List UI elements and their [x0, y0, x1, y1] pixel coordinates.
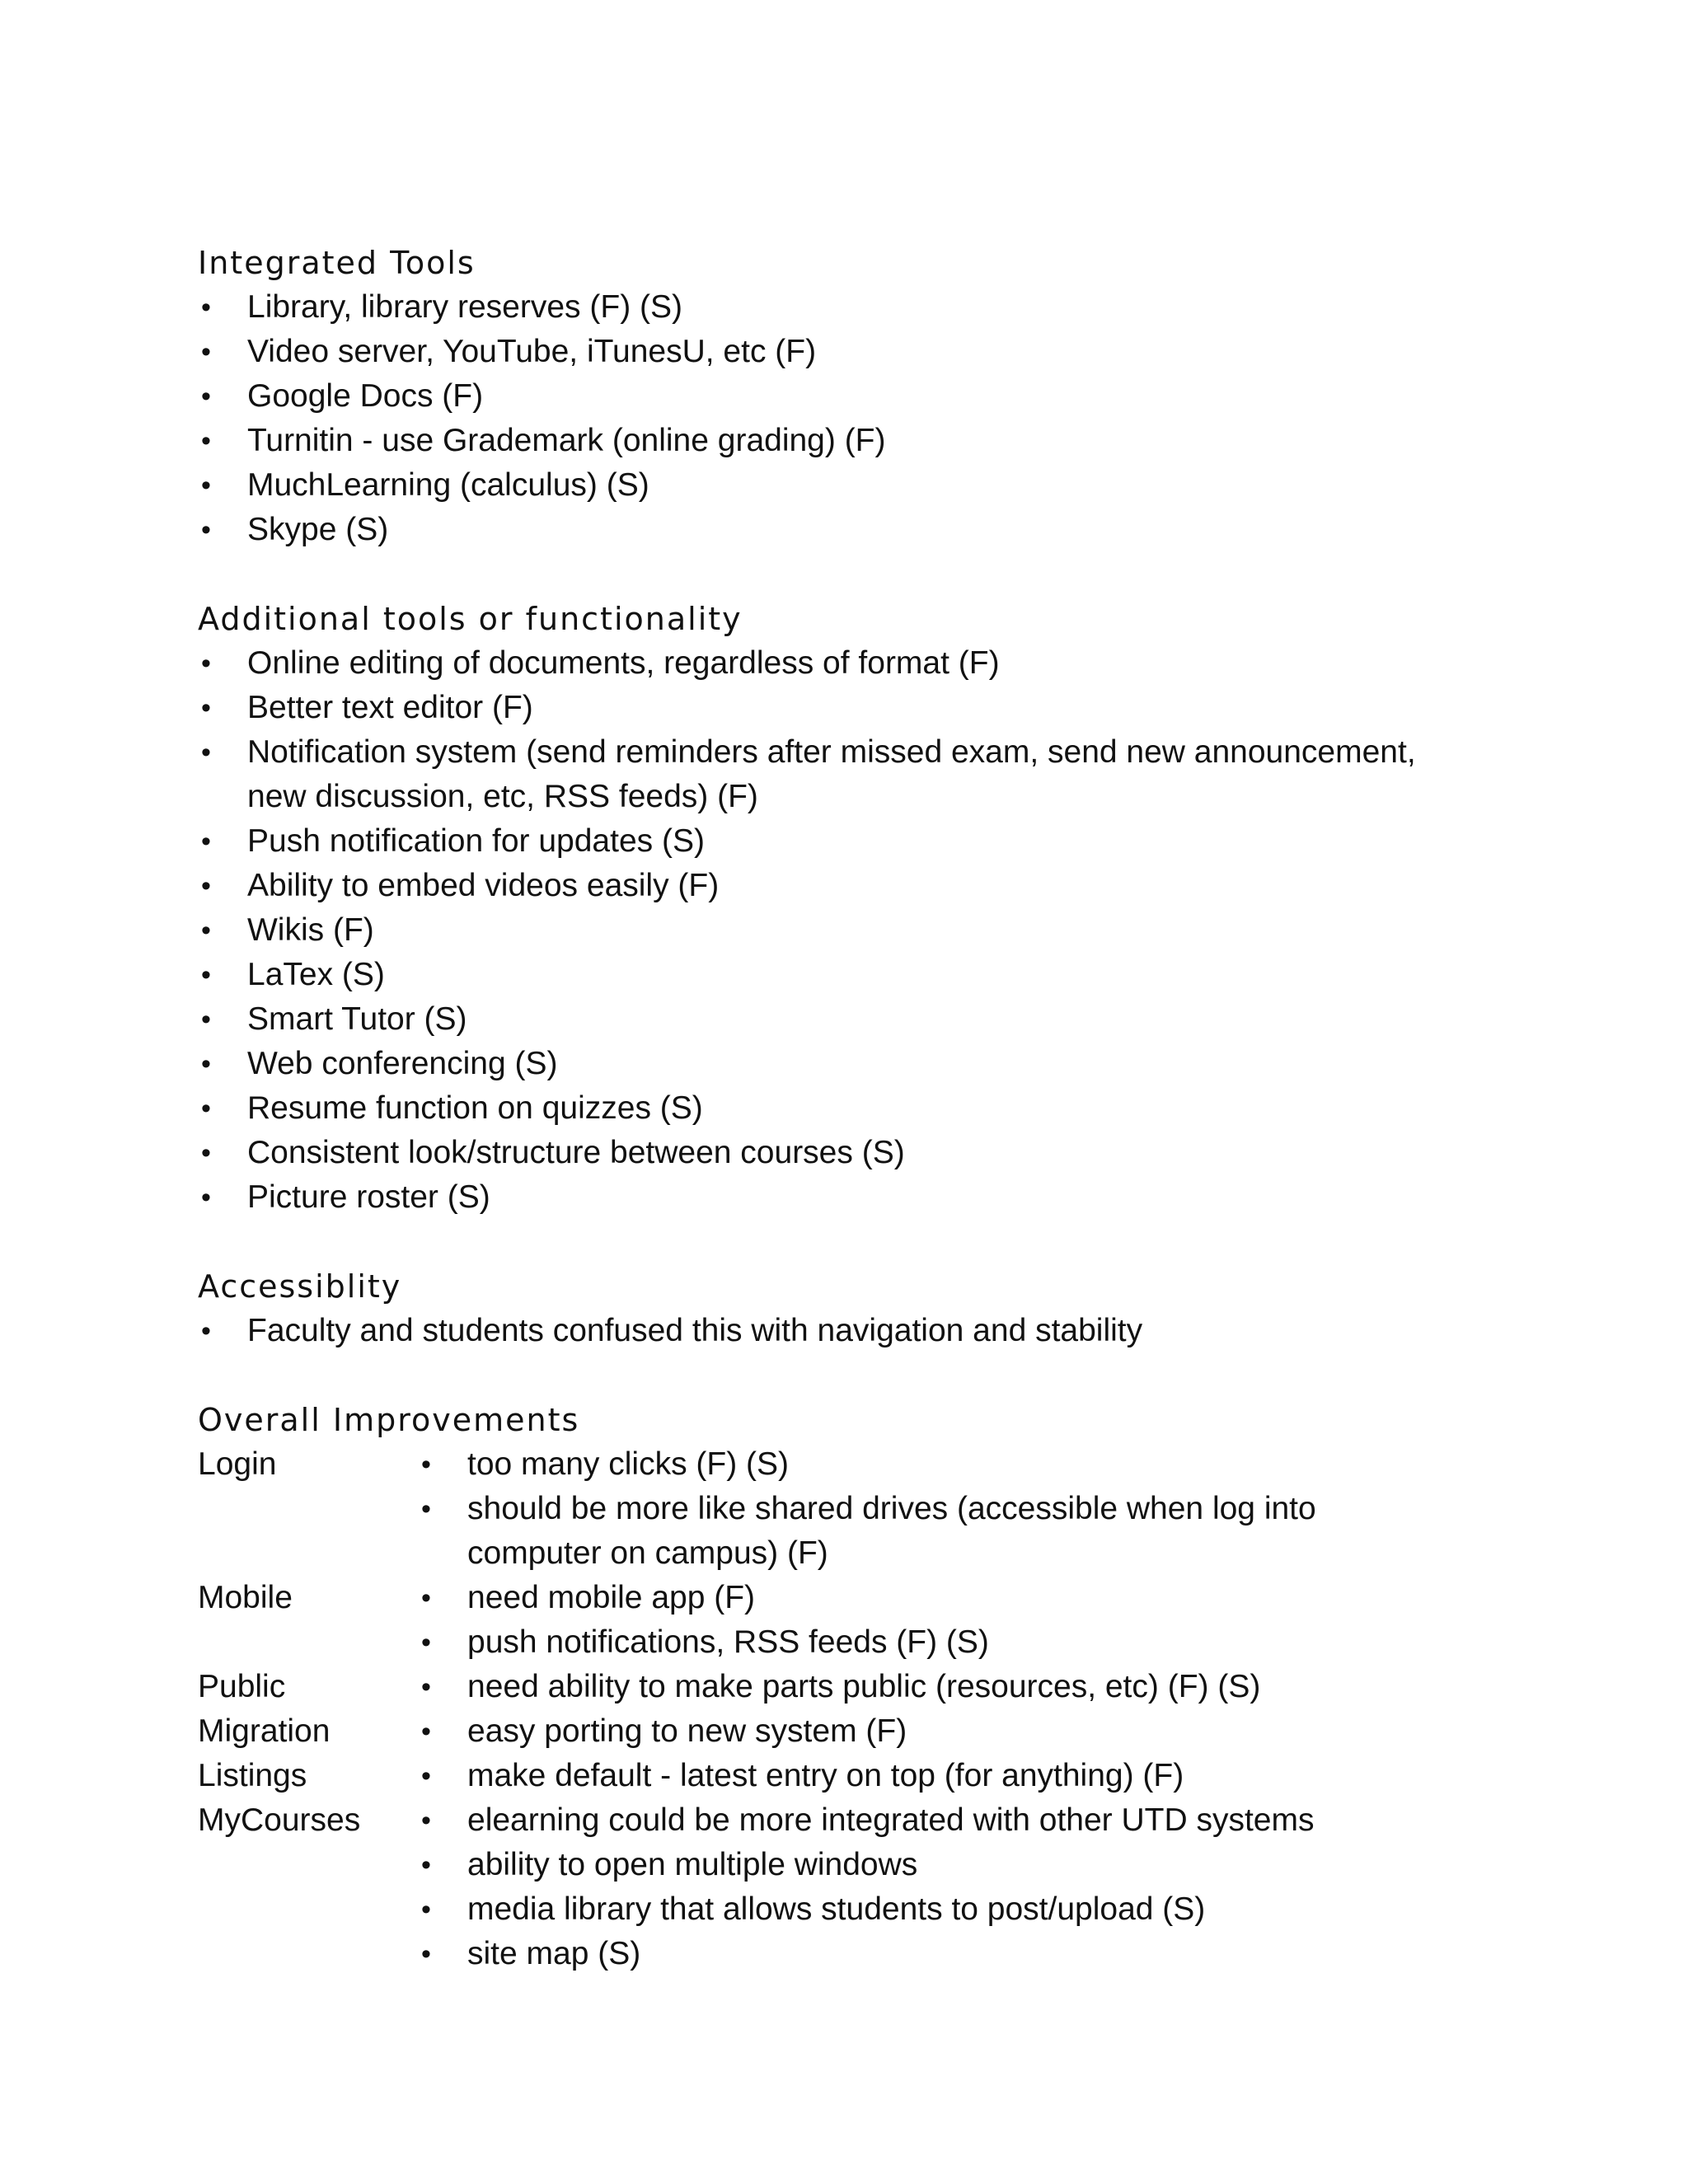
bullet-item: [198, 1309, 1500, 1353]
bullet-item-text: Video server, YouTube, iTunesU, etc (F): [247, 334, 817, 369]
bullet-item-text: site map (S): [467, 1936, 641, 1971]
bullet-item: [418, 1843, 1500, 1887]
bullet-icon: •: [201, 915, 211, 946]
bullet-icon: •: [201, 425, 211, 457]
section-accessiblity: [198, 1264, 1500, 1353]
bullet-icon: •: [421, 1716, 431, 1747]
bullet-item: [198, 330, 1500, 374]
bullet-item-text: too many clicks (F) (S): [467, 1446, 790, 1482]
bullet-icon: •: [201, 1093, 211, 1124]
bullet-item: [198, 1042, 1500, 1086]
bullet-item: [198, 1086, 1500, 1131]
bullet-item-text: Faculty and students confused this with navigation and stability: [247, 1313, 1143, 1348]
bullet-item-text: make default - latest entry on top (for anything) (F): [467, 1758, 1184, 1793]
improvement-row-migration: [198, 1709, 1500, 1754]
bullet-list: [418, 1709, 1500, 1754]
bullet-list: [198, 285, 1500, 552]
bullet-item-text: Online editing of documents, regardless of format (F): [247, 645, 1000, 681]
section-heading: Integrated Tools: [198, 245, 476, 281]
bullet-icon: •: [201, 292, 211, 323]
bullet-list: [418, 1754, 1500, 1798]
improvement-row-login: [198, 1442, 1500, 1576]
bullet-item-text: easy porting to new system (F): [467, 1713, 907, 1749]
bullet-item: [198, 997, 1500, 1042]
bullet-icon: •: [421, 1582, 431, 1614]
bullet-item-text: Consistent look/structure between courses (S): [247, 1135, 905, 1170]
bullet-item-text: Better text editor (F): [247, 690, 533, 725]
bullet-icon: •: [421, 1849, 431, 1881]
bullet-item-text: Skype (S): [247, 512, 389, 547]
bullet-item-text: new discussion, etc, RSS feeds) (F): [247, 779, 758, 814]
bullet-item-text: Library, library reserves (F) (S): [247, 289, 683, 325]
section-heading: Accessiblity: [198, 1268, 402, 1305]
improvement-category-label: MyCourses: [198, 1802, 361, 1838]
bullet-item-text: Turnitin - use Grademark (online grading) (F): [247, 423, 886, 458]
improvement-row-public: [198, 1665, 1500, 1709]
bullet-item: [418, 1932, 1500, 1976]
bullet-item: [418, 1709, 1500, 1754]
bullet-list: [418, 1442, 1500, 1576]
bullet-icon: •: [201, 737, 211, 768]
improvement-row-listings: [198, 1754, 1500, 1798]
bullet-list: [418, 1576, 1500, 1665]
section-additional-tools-or-functionality: [198, 597, 1500, 1220]
section-heading: Additional tools or functionality: [198, 601, 743, 637]
bullet-item-text: should be more like shared drives (accessible when log into: [467, 1491, 1316, 1526]
bullet-icon: •: [201, 826, 211, 857]
bullet-icon: •: [201, 381, 211, 412]
bullet-icon: •: [201, 692, 211, 724]
section-overall-improvements: [198, 1398, 1500, 1976]
bullet-item: [418, 1620, 1500, 1665]
bullet-item-text: Picture roster (S): [247, 1179, 490, 1215]
bullet-icon: •: [421, 1627, 431, 1658]
bullet-item: [198, 1131, 1500, 1175]
bullet-icon: •: [201, 1315, 211, 1347]
bullet-item: [198, 463, 1500, 508]
bullet-list: [198, 1309, 1500, 1353]
bullet-item: [418, 1576, 1500, 1620]
bullet-item: [418, 1442, 1500, 1487]
bullet-item: [198, 819, 1500, 864]
bullet-item-text: Push notification for updates (S): [247, 823, 705, 859]
bullet-icon: •: [201, 1182, 211, 1213]
bullet-item: [198, 686, 1500, 730]
bullet-item-text: Google Docs (F): [247, 378, 484, 414]
bullet-icon: •: [201, 1048, 211, 1080]
document-page: [198, 241, 1500, 1976]
bullet-item-text: ability to open multiple windows: [467, 1847, 918, 1882]
bullet-item: [418, 1798, 1500, 1843]
bullet-item: [418, 1887, 1500, 1932]
bullet-item-text: Web conferencing (S): [247, 1046, 558, 1081]
section-heading: Overall Improvements: [198, 1402, 580, 1438]
bullet-item-text: computer on campus) (F): [467, 1535, 828, 1571]
bullet-icon: •: [421, 1449, 431, 1480]
bullet-icon: •: [201, 470, 211, 501]
bullet-icon: •: [421, 1760, 431, 1792]
bullet-item-text: Wikis (F): [247, 912, 374, 948]
bullet-icon: •: [421, 1671, 431, 1703]
bullet-item: [198, 285, 1500, 330]
bullet-item-text: Notification system (send reminders after missed exam, send new announcement,: [247, 734, 1416, 770]
bullet-item: [198, 508, 1500, 552]
bullet-item: [198, 953, 1500, 997]
bullet-item: [198, 1175, 1500, 1220]
bullet-icon: •: [421, 1805, 431, 1836]
improvement-category-label: Listings: [198, 1758, 307, 1793]
bullet-icon: •: [201, 959, 211, 991]
bullet-icon: •: [201, 648, 211, 679]
bullet-icon: •: [421, 1894, 431, 1925]
improvement-category-label: Login: [198, 1446, 277, 1482]
bullet-item: [418, 1487, 1500, 1576]
bullet-item: [198, 864, 1500, 908]
improvement-category-label: Public: [198, 1669, 286, 1704]
bullet-icon: •: [201, 514, 211, 546]
bullet-item-text: push notifications, RSS feeds (F) (S): [467, 1624, 989, 1660]
bullet-item: [198, 908, 1500, 953]
bullet-item-text: Resume function on quizzes (S): [247, 1090, 703, 1126]
bullet-icon: •: [421, 1493, 431, 1525]
improvement-category-label: Mobile: [198, 1580, 293, 1615]
bullet-item: [418, 1754, 1500, 1798]
bullet-item-text: Smart Tutor (S): [247, 1001, 467, 1037]
bullet-item-text: need ability to make parts public (resources, etc) (F) (S): [467, 1669, 1261, 1704]
bullet-item: [198, 374, 1500, 419]
bullet-item: [198, 419, 1500, 463]
bullet-icon: •: [421, 1938, 431, 1970]
bullet-list: [198, 641, 1500, 1220]
section-integrated-tools: [198, 241, 1500, 552]
improvement-category-label: Migration: [198, 1713, 331, 1749]
bullet-item: [418, 1665, 1500, 1709]
bullet-item-text: LaTex (S): [247, 957, 385, 992]
bullet-icon: •: [201, 1137, 211, 1169]
bullet-list: [418, 1798, 1500, 1976]
bullet-icon: •: [201, 870, 211, 902]
improvement-row-mycourses: [198, 1798, 1500, 1976]
bullet-item-text: need mobile app (F): [467, 1580, 756, 1615]
bullet-item: [198, 730, 1500, 819]
bullet-item: [198, 641, 1500, 686]
bullet-icon: •: [201, 1004, 211, 1035]
bullet-item-text: MuchLearning (calculus) (S): [247, 467, 649, 503]
improvement-row-mobile: [198, 1576, 1500, 1665]
bullet-icon: •: [201, 336, 211, 368]
bullet-item-text: media library that allows students to post/upload (S): [467, 1891, 1206, 1927]
bullet-list: [418, 1665, 1500, 1709]
bullet-item-text: Ability to embed videos easily (F): [247, 868, 720, 903]
bullet-item-text: elearning could be more integrated with other UTD systems: [467, 1802, 1315, 1838]
